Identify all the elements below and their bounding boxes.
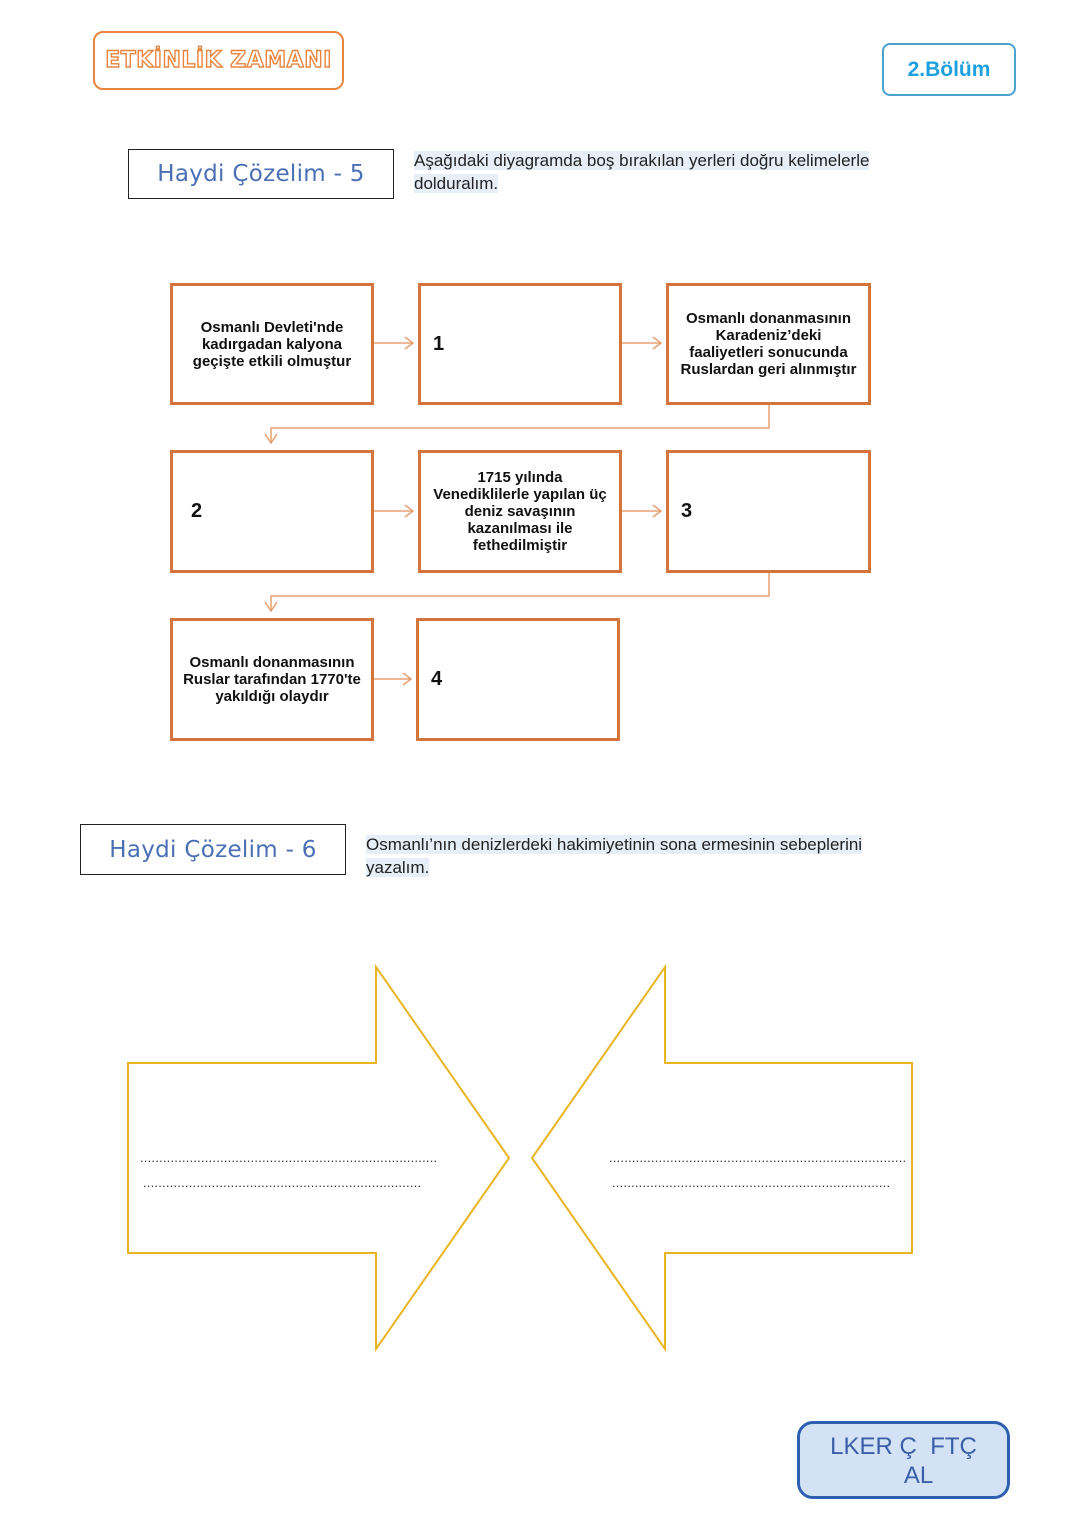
section-label: 2.Bölüm [882, 43, 1016, 96]
left-answer-line-1[interactable]: .............................................................................. [140, 1150, 438, 1165]
exercise6-instruction: Osmanlı’nın denizlerdeki hakimiyetinin sona ermesinin sebeplerini yazalım. [366, 835, 863, 877]
answer-box-2[interactable]: 2 [170, 450, 374, 573]
connector-down [271, 573, 769, 611]
diagram-box-2: Osmanlı donanmasının Karadeniz’deki faaliyetleri sonucunda Ruslardan geri alınmıştır [666, 283, 871, 405]
right-answer-line-2[interactable]: ......................................................................... [612, 1175, 891, 1190]
exercise5-instruction: Aşağıdaki diyagramda boş bırakılan yerleri doğru kelimelerle dolduralım. [414, 151, 870, 193]
exercise6-title: Haydi Çözelim - 6 [80, 824, 346, 875]
badge-line-2: AL [903, 1462, 934, 1489]
answer-box-3[interactable]: 3 [666, 450, 871, 573]
author-badge [797, 1421, 1010, 1499]
diagram-box-4: Osmanlı donanmasının Ruslar tarafından 1770'te yakıldığı olaydır [170, 618, 374, 741]
right-answer-line-1[interactable]: .............................................................................. [609, 1150, 907, 1165]
diagram-box-3: 1715 yılında Venediklilerle yapılan üç deniz savaşının kazanılması ile fethedilmiştir [418, 450, 622, 573]
answer-box-1[interactable]: 1 [418, 283, 622, 405]
diagram-box-1: Osmanlı Devleti'nde kadırgadan kalyona geçişte etkili olmuştur [170, 283, 374, 405]
left-answer-line-2[interactable]: ......................................................................... [143, 1175, 422, 1190]
activity-title: ETKİNLİK ZAMANI [93, 31, 344, 90]
connector-down [271, 405, 769, 443]
exercise5-title: Haydi Çözelim - 5 [128, 149, 394, 199]
badge-line-1: LKER Ç FTÇ [830, 1433, 977, 1460]
answer-box-4[interactable]: 4 [416, 618, 620, 741]
